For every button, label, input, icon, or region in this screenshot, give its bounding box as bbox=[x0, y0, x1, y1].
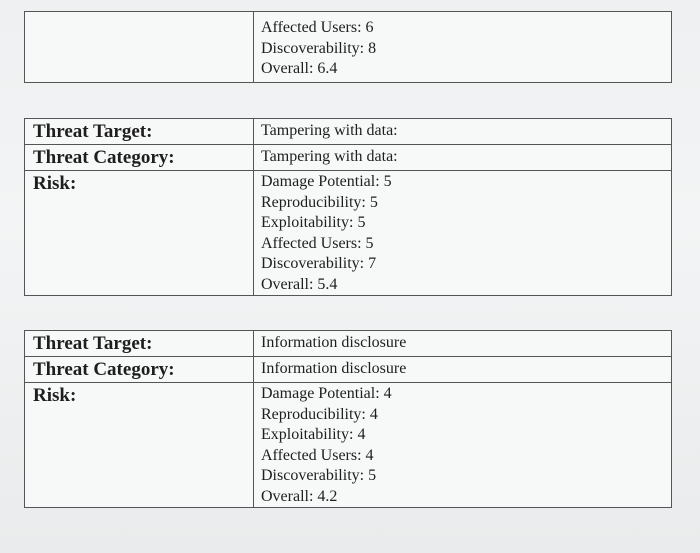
risk-row bbox=[25, 171, 672, 296]
threat-category-row bbox=[25, 357, 672, 383]
threat-target-value: Information disclosure bbox=[254, 331, 672, 357]
risk-discoverability: Discoverability: 8 bbox=[261, 39, 377, 57]
threat-target-label: Threat Target: bbox=[25, 331, 254, 357]
threat-table-3 bbox=[24, 330, 672, 508]
risk-reproducibility: Reproducibility: 5 bbox=[261, 193, 378, 211]
risk-value-cell bbox=[254, 12, 672, 83]
risk-value-cell bbox=[254, 171, 672, 296]
threat-target-label: Threat Target: bbox=[25, 119, 254, 145]
risk-affected-users: Affected Users: 6 bbox=[261, 19, 374, 36]
threat-category-row bbox=[25, 145, 672, 171]
threat-target-row bbox=[25, 119, 672, 145]
risk-row bbox=[25, 383, 672, 508]
threat-category-value: Tampering with data: bbox=[254, 145, 672, 171]
threat-category-label: Threat Category: bbox=[25, 145, 254, 171]
risk-row bbox=[25, 12, 672, 83]
threat-table-2 bbox=[24, 118, 672, 296]
threat-category-label: Threat Category: bbox=[25, 357, 254, 383]
threat-target-value: Tampering with data: bbox=[254, 119, 672, 145]
risk-label-cell bbox=[25, 12, 254, 83]
risk-affected-users: Affected Users: 5 bbox=[261, 234, 374, 252]
risk-damage-potential: Damage Potential: 5 bbox=[261, 173, 392, 190]
threat-category-value: Information disclosure bbox=[254, 357, 672, 383]
risk-overall: Overall: 6.4 bbox=[261, 60, 338, 77]
risk-label: Risk: bbox=[25, 383, 254, 508]
risk-affected-users: Affected Users: 4 bbox=[261, 446, 374, 464]
risk-value-cell bbox=[254, 383, 672, 508]
risk-overall: Overall: 4.2 bbox=[261, 487, 338, 505]
risk-discoverability: Discoverability: 7 bbox=[261, 255, 377, 272]
risk-exploitability: Exploitability: 5 bbox=[261, 214, 366, 231]
risk-label: Risk: bbox=[25, 171, 254, 296]
threat-target-row bbox=[25, 331, 672, 357]
risk-damage-potential: Damage Potential: 4 bbox=[261, 385, 392, 402]
risk-overall: Overall: 5.4 bbox=[261, 275, 338, 293]
risk-discoverability: Discoverability: 5 bbox=[261, 467, 377, 484]
risk-reproducibility: Reproducibility: 4 bbox=[261, 405, 378, 423]
threat-table-1 bbox=[24, 11, 672, 83]
risk-exploitability: Exploitability: 4 bbox=[261, 426, 366, 443]
